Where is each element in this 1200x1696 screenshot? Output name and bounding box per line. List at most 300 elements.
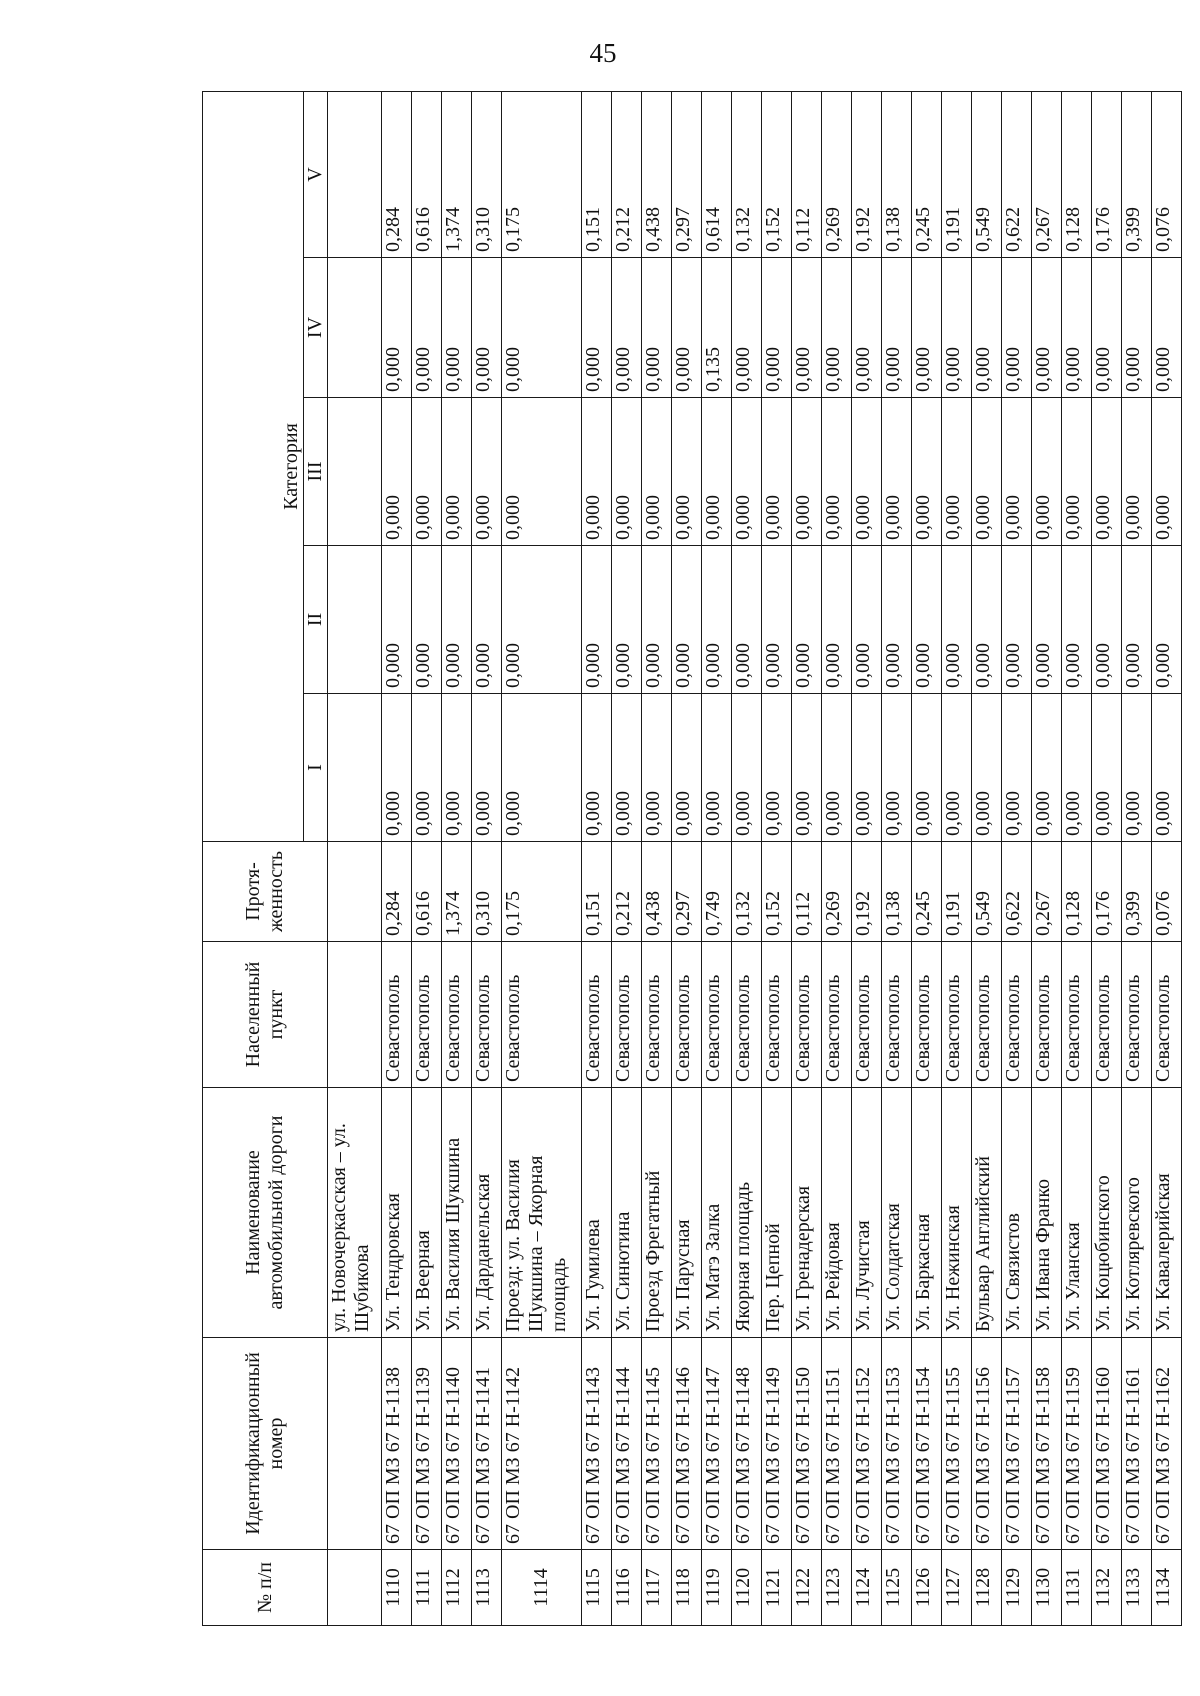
road-length: 0,112 xyxy=(792,842,822,942)
table-row xyxy=(672,91,702,1625)
road-length: 0,152 xyxy=(762,842,792,942)
settlement: Севастополь xyxy=(672,942,702,1088)
road-name: Ул. Баркасная xyxy=(912,1088,942,1338)
category-i-value xyxy=(328,694,382,842)
road-length: 0,245 xyxy=(912,842,942,942)
category-iv-value: 0,000 xyxy=(1092,258,1122,398)
row-number: 1133 xyxy=(1122,1550,1152,1626)
category-ii-value: 0,000 xyxy=(822,546,852,694)
road-name: Ул. Ивана Франко xyxy=(1032,1088,1062,1338)
table-row xyxy=(972,91,1002,1625)
header-category-ii: II xyxy=(304,546,328,694)
settlement: Севастополь xyxy=(582,942,612,1088)
header-category-v: V xyxy=(304,91,328,257)
category-iii-value: 0,000 xyxy=(672,398,702,546)
road-name: Ул. Коцюбинского xyxy=(1092,1088,1122,1338)
road-name: Ул. Тендровская xyxy=(382,1088,412,1338)
road-id: 67 ОП МЗ 67 Н-1138 xyxy=(382,1338,412,1550)
settlement: Севастополь xyxy=(1152,942,1182,1088)
road-id: 67 ОП МЗ 67 Н-1162 xyxy=(1152,1338,1182,1550)
table-row xyxy=(382,91,412,1625)
category-v-value: 0,138 xyxy=(882,91,912,257)
category-v-value: 0,245 xyxy=(912,91,942,257)
category-ii-value: 0,000 xyxy=(972,546,1002,694)
road-id: 67 ОП МЗ 67 Н-1157 xyxy=(1002,1338,1032,1550)
category-iv-value: 0,000 xyxy=(502,258,582,398)
row-number: 1126 xyxy=(912,1550,942,1626)
category-v-value: 0,267 xyxy=(1032,91,1062,257)
table-row xyxy=(732,91,762,1625)
category-iv-value: 0,000 xyxy=(972,258,1002,398)
row-number: 1116 xyxy=(612,1550,642,1626)
category-v-value: 0,297 xyxy=(672,91,702,257)
category-v-value: 0,175 xyxy=(502,91,582,257)
category-iv-value: 0,000 xyxy=(912,258,942,398)
category-v-value xyxy=(328,91,382,257)
road-length: 0,267 xyxy=(1032,842,1062,942)
table-row xyxy=(642,91,672,1625)
road-length: 0,549 xyxy=(972,842,1002,942)
row-number: 1122 xyxy=(792,1550,822,1626)
table-row xyxy=(502,91,582,1625)
category-ii-value: 0,000 xyxy=(412,546,442,694)
category-iv-value: 0,000 xyxy=(822,258,852,398)
table-row xyxy=(1032,91,1062,1625)
road-name: Ул. Солдатская xyxy=(882,1088,912,1338)
category-iii-value: 0,000 xyxy=(972,398,1002,546)
row-number: 1123 xyxy=(822,1550,852,1626)
road-id: 67 ОП МЗ 67 Н-1144 xyxy=(612,1338,642,1550)
category-iv-value: 0,000 xyxy=(1152,258,1182,398)
road-length: 0,284 xyxy=(382,842,412,942)
category-v-value: 0,549 xyxy=(972,91,1002,257)
row-number: 1134 xyxy=(1152,1550,1182,1626)
table-row xyxy=(822,91,852,1625)
category-iv-value: 0,000 xyxy=(582,258,612,398)
table-row xyxy=(942,91,972,1625)
road-name: Пер. Цепной xyxy=(762,1088,792,1338)
road-name: Ул. Лучистая xyxy=(852,1088,882,1338)
category-i-value: 0,000 xyxy=(882,694,912,842)
table-row xyxy=(1152,91,1182,1625)
road-name: Ул. Связистов xyxy=(1002,1088,1032,1338)
road-name: ул. Новочеркасская – ул. Шубикова xyxy=(328,1088,382,1338)
row-number: 1128 xyxy=(972,1550,1002,1626)
settlement: Севастополь xyxy=(1062,942,1092,1088)
road-id: 67 ОП МЗ 67 Н-1146 xyxy=(672,1338,702,1550)
row-number: 1125 xyxy=(882,1550,912,1626)
row-number: 1124 xyxy=(852,1550,882,1626)
category-iii-value: 0,000 xyxy=(912,398,942,546)
header-name: Наименование автомобильной дороги xyxy=(203,1088,328,1338)
category-iii-value: 0,000 xyxy=(502,398,582,546)
settlement xyxy=(328,942,382,1088)
table-row xyxy=(612,91,642,1625)
row-number: 1112 xyxy=(442,1550,472,1626)
row-number: 1119 xyxy=(702,1550,732,1626)
category-iii-value: 0,000 xyxy=(1062,398,1092,546)
category-i-value: 0,000 xyxy=(642,694,672,842)
category-v-value: 0,191 xyxy=(942,91,972,257)
category-iv-value: 0,000 xyxy=(382,258,412,398)
settlement: Севастополь xyxy=(912,942,942,1088)
category-iii-value: 0,000 xyxy=(702,398,732,546)
road-length: 0,310 xyxy=(472,842,502,942)
settlement: Севастополь xyxy=(1092,942,1122,1088)
category-iv-value: 0,000 xyxy=(792,258,822,398)
category-ii-value: 0,000 xyxy=(672,546,702,694)
settlement: Севастополь xyxy=(702,942,732,1088)
road-id: 67 ОП МЗ 67 Н-1159 xyxy=(1062,1338,1092,1550)
table-row xyxy=(472,91,502,1625)
category-ii-value: 0,000 xyxy=(382,546,412,694)
road-name: Ул. Матэ Залка xyxy=(702,1088,732,1338)
row-number: 1110 xyxy=(382,1550,412,1626)
category-i-value: 0,000 xyxy=(1122,694,1152,842)
road-id: 67 ОП МЗ 67 Н-1149 xyxy=(762,1338,792,1550)
road-id: 67 ОП МЗ 67 Н-1158 xyxy=(1032,1338,1062,1550)
category-i-value: 0,000 xyxy=(582,694,612,842)
road-name: Проезд: ул. Василия Шукшина – Якорная площадь xyxy=(502,1088,582,1338)
category-v-value: 0,076 xyxy=(1152,91,1182,257)
category-iv-value: 0,000 xyxy=(672,258,702,398)
category-iii-value: 0,000 xyxy=(442,398,472,546)
road-name: Ул. Дарданельская xyxy=(472,1088,502,1338)
road-name: Ул. Котляревского xyxy=(1122,1088,1152,1338)
category-i-value: 0,000 xyxy=(912,694,942,842)
category-iv-value: 0,000 xyxy=(642,258,672,398)
settlement: Севастополь xyxy=(822,942,852,1088)
header-length: Протя- женность xyxy=(203,842,328,942)
row-number: 1129 xyxy=(1002,1550,1032,1626)
category-i-value: 0,000 xyxy=(1092,694,1122,842)
road-name: Ул. Рейдовая xyxy=(822,1088,852,1338)
table-row xyxy=(328,91,382,1625)
category-iii-value: 0,000 xyxy=(642,398,672,546)
category-i-value: 0,000 xyxy=(732,694,762,842)
category-ii-value: 0,000 xyxy=(1062,546,1092,694)
table-row xyxy=(1062,91,1092,1625)
road-length: 0,749 xyxy=(702,842,732,942)
category-ii-value: 0,000 xyxy=(762,546,792,694)
category-v-value: 0,614 xyxy=(702,91,732,257)
category-iii-value: 0,000 xyxy=(732,398,762,546)
category-v-value: 0,622 xyxy=(1002,91,1032,257)
category-ii-value: 0,000 xyxy=(882,546,912,694)
category-iii-value: 0,000 xyxy=(852,398,882,546)
road-length: 0,622 xyxy=(1002,842,1032,942)
road-length: 0,297 xyxy=(672,842,702,942)
category-v-value: 0,151 xyxy=(582,91,612,257)
road-length: 0,151 xyxy=(582,842,612,942)
category-iv-value: 0,000 xyxy=(442,258,472,398)
table-row xyxy=(1092,91,1122,1625)
category-ii-value: 0,000 xyxy=(472,546,502,694)
page-number: 45 xyxy=(589,38,617,68)
category-iii-value: 0,000 xyxy=(792,398,822,546)
category-i-value: 0,000 xyxy=(472,694,502,842)
category-iv-value: 0,000 xyxy=(412,258,442,398)
category-v-value: 0,192 xyxy=(852,91,882,257)
road-name: Ул. Гумилева xyxy=(582,1088,612,1338)
road-id: 67 ОП МЗ 67 Н-1140 xyxy=(442,1338,472,1550)
rotated-table-container xyxy=(202,92,1174,1626)
settlement: Севастополь xyxy=(852,942,882,1088)
row-number: 1113 xyxy=(472,1550,502,1626)
category-i-value: 0,000 xyxy=(612,694,642,842)
category-v-value: 0,112 xyxy=(792,91,822,257)
category-v-value: 0,128 xyxy=(1062,91,1092,257)
category-v-value: 1,374 xyxy=(442,91,472,257)
road-id: 67 ОП МЗ 67 Н-1161 xyxy=(1122,1338,1152,1550)
category-ii-value: 0,000 xyxy=(942,546,972,694)
road-id: 67 ОП МЗ 67 Н-1148 xyxy=(732,1338,762,1550)
road-length xyxy=(328,842,382,942)
road-id: 67 ОП МЗ 67 Н-1143 xyxy=(582,1338,612,1550)
category-iii-value: 0,000 xyxy=(612,398,642,546)
category-i-value: 0,000 xyxy=(672,694,702,842)
road-length: 0,176 xyxy=(1092,842,1122,942)
table-row xyxy=(702,91,732,1625)
category-i-value: 0,000 xyxy=(502,694,582,842)
row-number: 1120 xyxy=(732,1550,762,1626)
category-iii-value: 0,000 xyxy=(762,398,792,546)
settlement: Севастополь xyxy=(442,942,472,1088)
header-num: № п/п xyxy=(203,1550,328,1626)
category-v-value: 0,284 xyxy=(382,91,412,257)
category-v-value: 0,310 xyxy=(472,91,502,257)
road-length: 0,132 xyxy=(732,842,762,942)
settlement: Севастополь xyxy=(412,942,442,1088)
category-i-value: 0,000 xyxy=(1062,694,1092,842)
category-iv-value: 0,000 xyxy=(882,258,912,398)
road-id: 67 ОП МЗ 67 Н-1139 xyxy=(412,1338,442,1550)
settlement: Севастополь xyxy=(1032,942,1062,1088)
road-length: 0,191 xyxy=(942,842,972,942)
roads-table xyxy=(202,91,1182,1626)
category-i-value: 0,000 xyxy=(1032,694,1062,842)
category-iii-value: 0,000 xyxy=(822,398,852,546)
category-i-value: 0,000 xyxy=(972,694,1002,842)
category-iii-value: 0,000 xyxy=(942,398,972,546)
category-i-value: 0,000 xyxy=(1152,694,1182,842)
header-settlement: Населенный пункт xyxy=(203,942,328,1088)
road-id: 67 ОП МЗ 67 Н-1141 xyxy=(472,1338,502,1550)
row-number: 1130 xyxy=(1032,1550,1062,1626)
road-id: 67 ОП МЗ 67 Н-1160 xyxy=(1092,1338,1122,1550)
road-length: 0,438 xyxy=(642,842,672,942)
row-number: 1118 xyxy=(672,1550,702,1626)
header-id: Идентификационный номер xyxy=(203,1338,328,1550)
settlement: Севастополь xyxy=(382,942,412,1088)
road-length: 1,374 xyxy=(442,842,472,942)
category-i-value: 0,000 xyxy=(702,694,732,842)
category-iii-value xyxy=(328,398,382,546)
header-category-iii: III xyxy=(304,398,328,546)
road-id: 67 ОП МЗ 67 Н-1150 xyxy=(792,1338,822,1550)
header-category-i: I xyxy=(304,694,328,842)
category-iv-value: 0,000 xyxy=(732,258,762,398)
header-category: Категория xyxy=(203,91,304,841)
category-i-value: 0,000 xyxy=(442,694,472,842)
category-ii-value: 0,000 xyxy=(1032,546,1062,694)
category-iv-value xyxy=(328,258,382,398)
category-ii-value: 0,000 xyxy=(1002,546,1032,694)
table-row xyxy=(442,91,472,1625)
category-v-value: 0,269 xyxy=(822,91,852,257)
settlement: Севастополь xyxy=(882,942,912,1088)
road-name: Бульвар Английский xyxy=(972,1088,1002,1338)
road-name: Ул. Уланская xyxy=(1062,1088,1092,1338)
road-name: Ул. Парусная xyxy=(672,1088,702,1338)
row-number: 1131 xyxy=(1062,1550,1092,1626)
category-iv-value: 0,000 xyxy=(942,258,972,398)
road-id: 67 ОП МЗ 67 Н-1155 xyxy=(942,1338,972,1550)
road-id: 67 ОП МЗ 67 Н-1156 xyxy=(972,1338,1002,1550)
settlement: Севастополь xyxy=(612,942,642,1088)
road-id: 67 ОП МЗ 67 Н-1151 xyxy=(822,1338,852,1550)
category-v-value: 0,212 xyxy=(612,91,642,257)
category-iv-value: 0,000 xyxy=(472,258,502,398)
category-ii-value: 0,000 xyxy=(442,546,472,694)
table-frame xyxy=(202,92,1174,1626)
road-id: 67 ОП МЗ 67 Н-1147 xyxy=(702,1338,732,1550)
road-name: Проезд Фрегатный xyxy=(642,1088,672,1338)
settlement: Севастополь xyxy=(502,942,582,1088)
settlement: Севастополь xyxy=(972,942,1002,1088)
settlement: Севастополь xyxy=(762,942,792,1088)
table-row xyxy=(1122,91,1152,1625)
category-ii-value: 0,000 xyxy=(792,546,822,694)
category-ii-value: 0,000 xyxy=(1152,546,1182,694)
category-v-value: 0,132 xyxy=(732,91,762,257)
category-v-value: 0,176 xyxy=(1092,91,1122,257)
category-v-value: 0,616 xyxy=(412,91,442,257)
road-length: 0,269 xyxy=(822,842,852,942)
row-number: 1132 xyxy=(1092,1550,1122,1626)
category-iii-value: 0,000 xyxy=(1122,398,1152,546)
category-i-value: 0,000 xyxy=(852,694,882,842)
settlement: Севастополь xyxy=(472,942,502,1088)
category-iii-value: 0,000 xyxy=(382,398,412,546)
settlement: Севастополь xyxy=(1002,942,1032,1088)
category-iv-value: 0,000 xyxy=(1002,258,1032,398)
category-v-value: 0,438 xyxy=(642,91,672,257)
category-iv-value: 0,000 xyxy=(852,258,882,398)
category-iii-value: 0,000 xyxy=(412,398,442,546)
table-row xyxy=(882,91,912,1625)
road-id: 67 ОП МЗ 67 Н-1145 xyxy=(642,1338,672,1550)
category-iv-value: 0,000 xyxy=(1032,258,1062,398)
road-name: Ул. Василия Шукшина xyxy=(442,1088,472,1338)
category-ii-value: 0,000 xyxy=(502,546,582,694)
category-iii-value: 0,000 xyxy=(1152,398,1182,546)
row-number: 1114 xyxy=(502,1550,582,1626)
road-length: 0,076 xyxy=(1152,842,1182,942)
road-id: 67 ОП МЗ 67 Н-1153 xyxy=(882,1338,912,1550)
road-length: 0,616 xyxy=(412,842,442,942)
category-v-value: 0,399 xyxy=(1122,91,1152,257)
road-id: 67 ОП МЗ 67 Н-1154 xyxy=(912,1338,942,1550)
road-name: Якорная площадь xyxy=(732,1088,762,1338)
table-row xyxy=(852,91,882,1625)
settlement: Севастополь xyxy=(642,942,672,1088)
table-row xyxy=(582,91,612,1625)
settlement: Севастополь xyxy=(732,942,762,1088)
category-i-value: 0,000 xyxy=(382,694,412,842)
category-ii-value: 0,000 xyxy=(852,546,882,694)
category-i-value: 0,000 xyxy=(792,694,822,842)
row-number: 1117 xyxy=(642,1550,672,1626)
category-iv-value: 0,000 xyxy=(612,258,642,398)
row-number: 1111 xyxy=(412,1550,442,1626)
category-iv-value: 0,000 xyxy=(1062,258,1092,398)
category-iii-value: 0,000 xyxy=(882,398,912,546)
road-length: 0,175 xyxy=(502,842,582,942)
table-row xyxy=(762,91,792,1625)
table-row xyxy=(792,91,822,1625)
category-i-value: 0,000 xyxy=(1002,694,1032,842)
category-ii-value: 0,000 xyxy=(1122,546,1152,694)
road-name: Ул. Синютина xyxy=(612,1088,642,1338)
road-name: Ул. Нежинская xyxy=(942,1088,972,1338)
table-row xyxy=(412,91,442,1625)
category-i-value: 0,000 xyxy=(412,694,442,842)
category-i-value: 0,000 xyxy=(762,694,792,842)
category-ii-value: 0,000 xyxy=(612,546,642,694)
row-number: 1121 xyxy=(762,1550,792,1626)
road-length: 0,399 xyxy=(1122,842,1152,942)
category-iii-value: 0,000 xyxy=(582,398,612,546)
row-number xyxy=(328,1550,382,1626)
road-name: Ул. Веерная xyxy=(412,1088,442,1338)
category-iii-value: 0,000 xyxy=(1032,398,1062,546)
category-ii-value xyxy=(328,546,382,694)
header-row-main xyxy=(203,91,304,1625)
category-ii-value: 0,000 xyxy=(582,546,612,694)
road-id xyxy=(328,1338,382,1550)
settlement: Севастополь xyxy=(1122,942,1152,1088)
category-iii-value: 0,000 xyxy=(1092,398,1122,546)
category-i-value: 0,000 xyxy=(942,694,972,842)
header-category-iv: IV xyxy=(304,258,328,398)
road-name: Ул. Кавалерийская xyxy=(1152,1088,1182,1338)
category-iii-value: 0,000 xyxy=(1002,398,1032,546)
table-row xyxy=(912,91,942,1625)
category-ii-value: 0,000 xyxy=(732,546,762,694)
settlement: Севастополь xyxy=(792,942,822,1088)
category-ii-value: 0,000 xyxy=(702,546,732,694)
row-number: 1127 xyxy=(942,1550,972,1626)
settlement: Севастополь xyxy=(942,942,972,1088)
row-number: 1115 xyxy=(582,1550,612,1626)
road-id: 67 ОП МЗ 67 Н-1152 xyxy=(852,1338,882,1550)
category-ii-value: 0,000 xyxy=(912,546,942,694)
category-i-value: 0,000 xyxy=(822,694,852,842)
category-iv-value: 0,000 xyxy=(1122,258,1152,398)
category-ii-value: 0,000 xyxy=(1092,546,1122,694)
category-iv-value: 0,135 xyxy=(702,258,732,398)
road-name: Ул. Гренадерская xyxy=(792,1088,822,1338)
road-length: 0,138 xyxy=(882,842,912,942)
category-iv-value: 0,000 xyxy=(762,258,792,398)
table-body xyxy=(328,91,1182,1625)
road-id: 67 ОП МЗ 67 Н-1142 xyxy=(502,1338,582,1550)
road-length: 0,128 xyxy=(1062,842,1092,942)
road-length: 0,192 xyxy=(852,842,882,942)
road-length: 0,212 xyxy=(612,842,642,942)
category-iii-value: 0,000 xyxy=(472,398,502,546)
